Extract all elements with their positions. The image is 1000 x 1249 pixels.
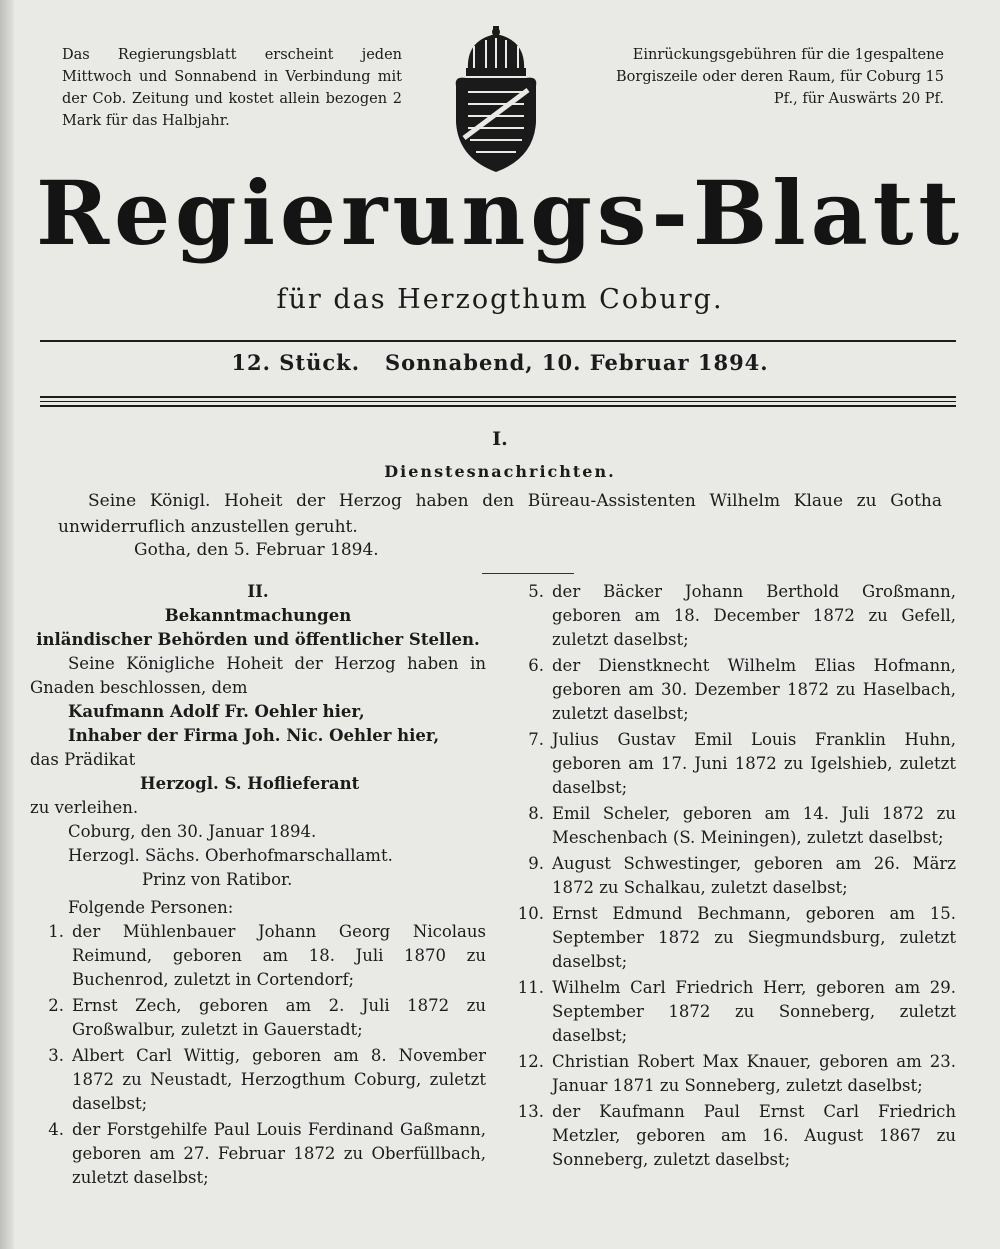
list-item: 2. Ernst Zech, geboren am 2. Juli 1872 zu Großwalbur, zuletzt in Gauerstadt; <box>48 996 486 1039</box>
signature: Prinz von Ratibor. <box>142 870 293 889</box>
list-item: 12. Christian Robert Max Knauer, geboren am 23. Januar 1871 zu Sonneberg, zuletzt daselbst; <box>517 1052 956 1095</box>
announcement-intro: Seine Königliche Hoheit der Herzog haben in Gnaden beschlossen, dem <box>30 654 486 697</box>
left-column <box>30 580 486 1192</box>
section-body: Seine Königl. Hoheit der Herzog haben den Büreau-Assistenten Wilhelm Klaue zu Gotha unwiderruflich anzustellen geruht. <box>58 491 942 537</box>
section-number: I. <box>492 428 508 450</box>
list-item: 5. der Bäcker Johann Berthold Großmann, geboren am 18. December 1872 zu Gefell, zuletzt daselbst; <box>528 582 956 649</box>
section-title: Dienstesnachrichten. <box>384 462 616 481</box>
divider-rule <box>40 396 956 398</box>
section-number: II. <box>247 582 269 601</box>
granted-title: Herzogl. S. Hoflieferant <box>140 774 360 793</box>
list-item: 4. der Forstgehilfe Paul Louis Ferdinand Gaßmann, geboren am 27. Februar 1872 zu Oberfüllbach, zuletzt daselbst; <box>48 1120 486 1187</box>
persons-heading: Folgende Personen: <box>68 898 234 917</box>
divider-rule <box>40 340 956 342</box>
list-item: 1. der Mühlenbauer Johann Georg Nicolaus Reimund, geboren am 18. Juli 1870 zu Buchenrod, zuletzt in Cortendorf; <box>48 922 486 989</box>
divider-rule <box>40 405 956 407</box>
section-title: Bekanntmachungen <box>164 606 352 625</box>
list-item: 8. Emil Scheler, geboren am 14. Juli 1872 zu Meschenbach (S. Meiningen), zuletzt daselbst; <box>528 804 956 847</box>
announcement-date: Coburg, den 30. Januar 1894. <box>68 822 317 841</box>
list-item: 6. der Dienstknecht Wilhelm Elias Hofmann, geboren am 30. Dezember 1872 zu Haselbach, zuletzt daselbst; <box>528 656 956 723</box>
newspaper-title: Regierungs-Blatt <box>35 161 965 265</box>
firm-line: Inhaber der Firma Joh. Nic. Oehler hier, <box>68 726 440 745</box>
recipient-line: Kaufmann Adolf Fr. Oehler hier, <box>68 702 365 721</box>
ducal-crown-crest-icon <box>446 26 546 176</box>
list-item: 9. August Schwestinger, geboren am 26. März 1872 zu Schalkau, zuletzt daselbst; <box>528 854 956 897</box>
verleihen-line: zu verleihen. <box>30 798 139 817</box>
list-item: 13. der Kaufmann Paul Ernst Carl Friedrich Metzler, geboren am 16. August 1867 zu Sonneberg, zuletzt daselbst; <box>517 1102 956 1169</box>
column-divider <box>482 573 574 574</box>
newspaper-subtitle: für das Herzogthum Coburg. <box>276 284 724 315</box>
list-item: 10. Ernst Edmund Bechmann, geboren am 15. September 1872 zu Siegmundsburg, zuletzt daselbst; <box>517 904 956 971</box>
divider-rule <box>40 401 956 402</box>
list-item: 11. Wilhelm Carl Friedrich Herr, geboren am 29. September 1872 zu Sonneberg, zuletzt daselbst; <box>517 978 956 1045</box>
issuing-office: Herzogl. Sächs. Oberhofmarschallamt. <box>68 846 393 865</box>
praedikat-line: das Prädikat <box>30 750 136 769</box>
advertising-fee-notice: Einrückungsgebühren für die 1gespaltene Borgiszeile oder deren Raum, für Coburg 15 Pf., für Auswärts 20 Pf. <box>616 47 944 107</box>
subscription-notice: Das Regierungsblatt erscheint jeden Mittwoch und Sonnabend in Verbindung mit der Cob. Zeitung und kostet allein bezogen 2 Mark für das Halbjahr. <box>62 47 402 129</box>
section-date: Gotha, den 5. Februar 1894. <box>134 540 379 560</box>
list-item: 3. Albert Carl Wittig, geboren am 8. November 1872 zu Neustadt, Herzogthum Coburg, zuletzt daselbst; <box>48 1046 486 1113</box>
section-title: inländischer Behörden und öffentlicher Stellen. <box>36 630 480 649</box>
list-item: 7. Julius Gustav Emil Louis Franklin Huhn, geboren am 17. Juni 1872 zu Igelshieb, zuletzt daselbst; <box>528 730 956 797</box>
issue-line: 12. Stück. Sonnabend, 10. Februar 1894. <box>231 350 769 375</box>
right-column <box>508 580 956 1174</box>
